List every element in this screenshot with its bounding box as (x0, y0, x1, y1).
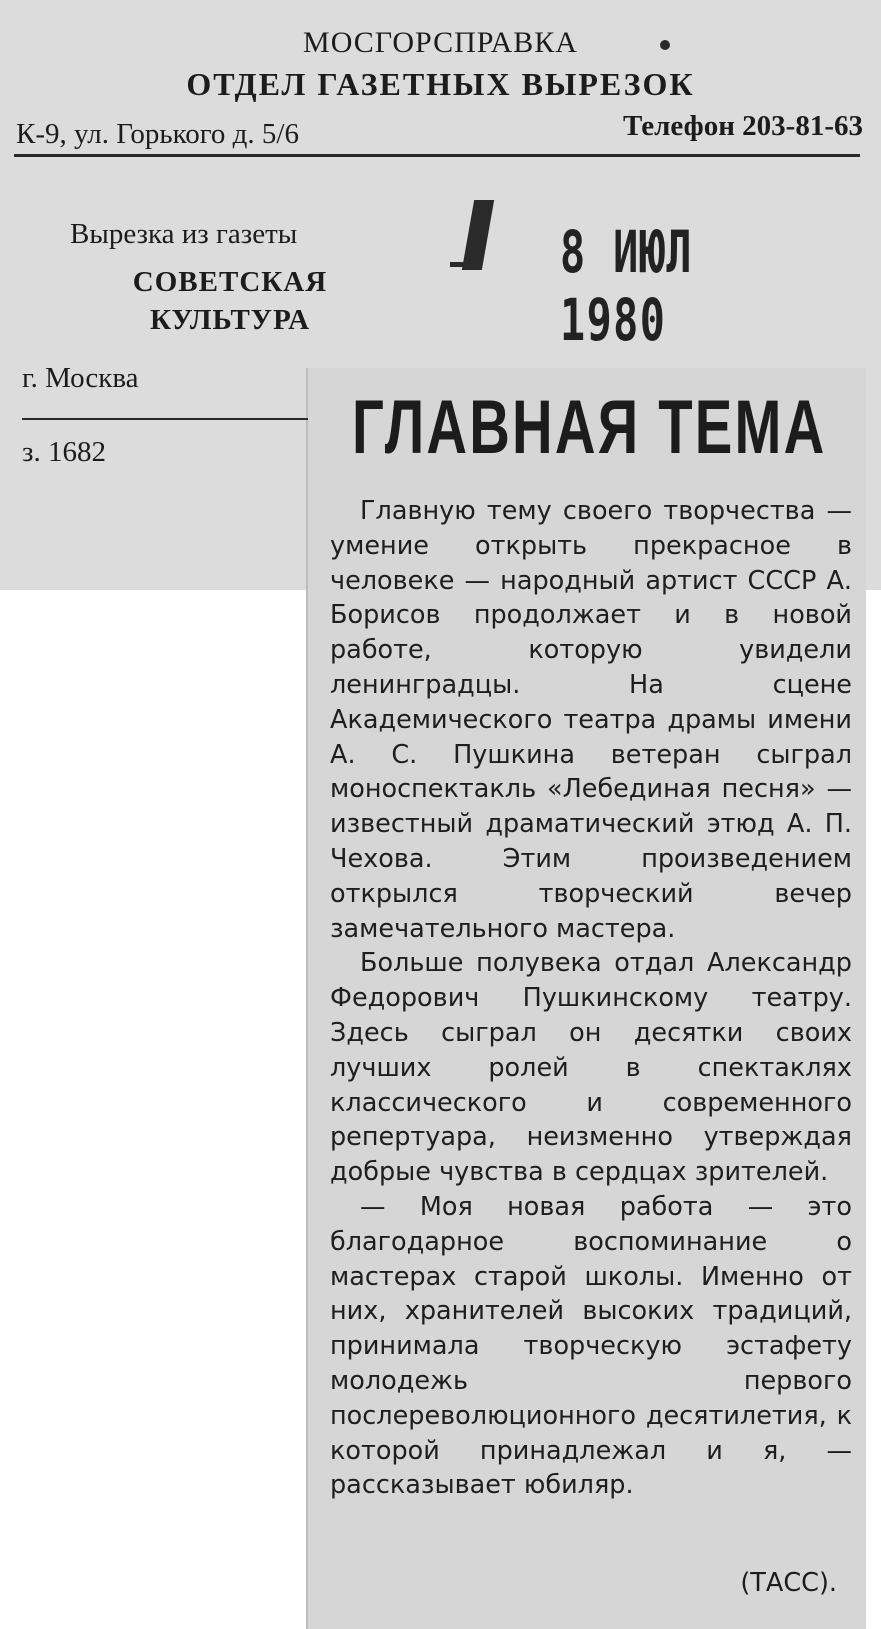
agency-address: К-9, ул. Горького д. 5/6 (16, 118, 299, 150)
article-headline: ГЛАВНАЯ ТЕМА (352, 385, 827, 470)
ink-dot (660, 40, 670, 50)
article-paragraph: Больше полувека отдал Александр Федорович Пушкинскому театру. Здесь сыграл он десятки своих лучших ролей в спектаклях классического и современного репертуара, неизменно утверждая добрые чувства в сердцах зрителей. (330, 948, 852, 1188)
date-stamp: 8 ИЮЛ 1980 (560, 218, 693, 354)
city-label: г. Москва (22, 362, 139, 394)
agency-phone: Телефон 203-81-63 (623, 110, 863, 142)
header-rule (14, 154, 860, 157)
article-paragraph: Главную тему своего творчества — умение открыть прекрасное в человеке — народный артист СССР А. Борисов продолжает и в новой работе, которую увидели ленинградцы. На сцене Академического театра драмы имени А. С. Пушкина ветеран сыграл моноспектакль «Лебединая песня» — известный драматический этюд А. П. Чехова. Этим произведением открылся творческий вечер замечательного мастера. (330, 496, 852, 944)
agency-name: МОСГОРСПРАВКА (303, 26, 578, 59)
newspaper-name-line1: СОВЕТСКАЯ (132, 266, 328, 298)
city-rule (22, 418, 308, 420)
article-signature: (ТАСС). (740, 1568, 837, 1598)
newspaper-name-line2: КУЛЬТУРА (149, 304, 311, 336)
article-paragraph: — Моя новая работа — это благодарное воспоминание о мастерах старой школы. Именно от них, хранителей высоких традиций, принимала творческую эстафету молодежь первого послереволюционного десятилетия, к которой принадлежал и я, — рассказывает юбиляр. (330, 1191, 852, 1501)
department-name: ОТДЕЛ ГАЗЕТНЫХ ВЫРЕЗОК (186, 66, 695, 102)
article-body (330, 494, 852, 1503)
reference-number: з. 1682 (22, 436, 106, 468)
cutting-label: Вырезка из газеты (70, 218, 298, 250)
